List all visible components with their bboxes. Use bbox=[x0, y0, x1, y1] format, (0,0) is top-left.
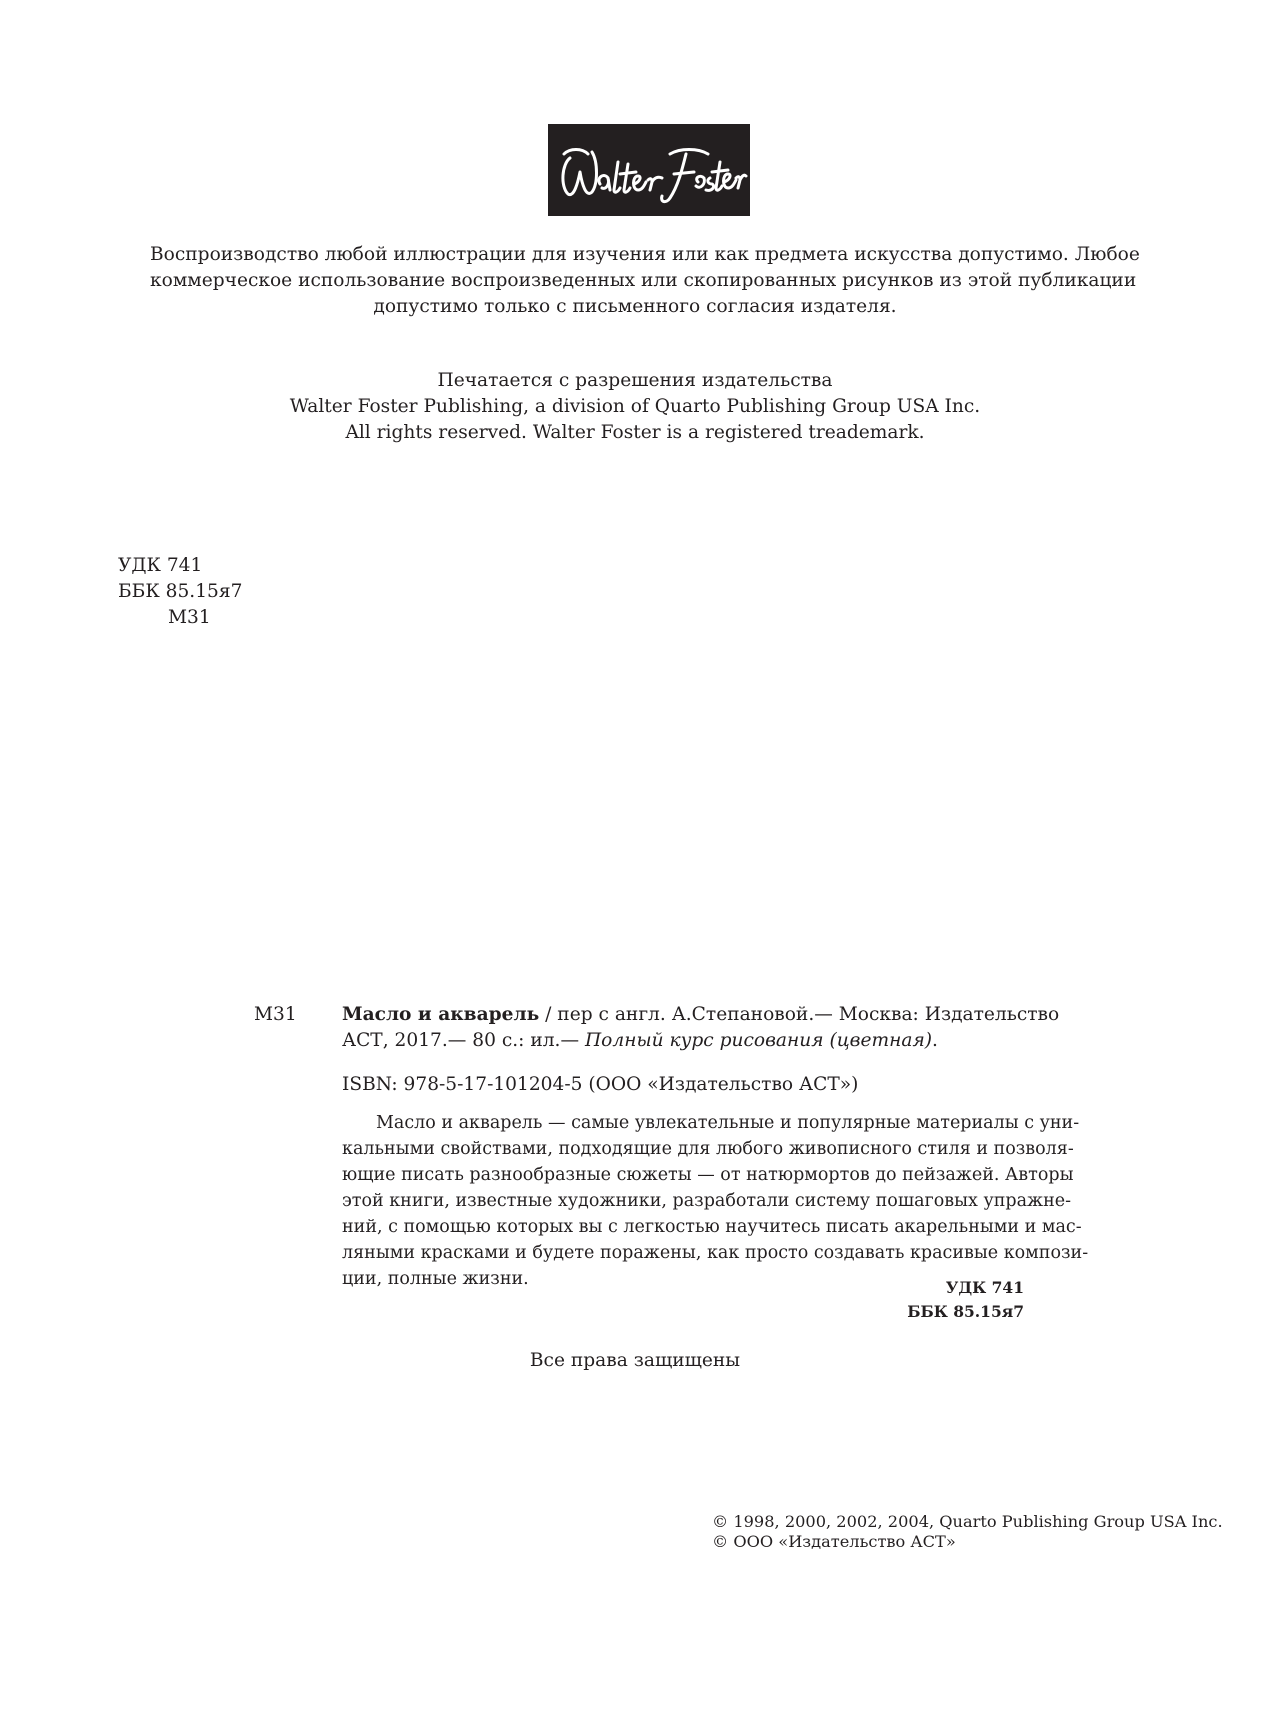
biblio-classification-codes bbox=[254, 1276, 1024, 1324]
walter-foster-signature-icon bbox=[548, 124, 750, 216]
copyright-notice bbox=[712, 1512, 1223, 1552]
all-rights-reserved: Все права защищены bbox=[529, 1350, 741, 1371]
classification-codes bbox=[118, 553, 242, 631]
biblio-udk-code: УДК 741 bbox=[945, 1278, 1024, 1297]
reproduction-notice bbox=[150, 242, 1140, 320]
permission-line: All rights reserved. Walter Foster is a registered treademark. bbox=[345, 422, 925, 443]
annotation bbox=[342, 1110, 1089, 1292]
notice-line: Воспроизводство любой иллюстрации для изучения или как предмета искусства допустимо. Любое bbox=[150, 244, 1140, 265]
walter-foster-logo bbox=[548, 124, 750, 216]
biblio-line-1 bbox=[342, 1002, 1060, 1028]
permission-line: Печатается с разрешения издательства bbox=[437, 370, 833, 391]
permission-statement bbox=[150, 368, 1120, 446]
copyright-line-2: © ООО «Издательство АСТ» bbox=[712, 1532, 956, 1551]
annotation-line: кальными свойствами, подходящие для любого живописного стиля и позволя- bbox=[342, 1139, 1074, 1159]
biblio-line-2 bbox=[342, 1028, 1024, 1054]
series-name: Полный курс рисования (цветная) bbox=[584, 1030, 933, 1051]
annotation-line: Масло и акварель — самые увлекательные и популярные материалы с уни- bbox=[376, 1113, 1080, 1133]
author-mark: М31 bbox=[168, 607, 211, 628]
translator-publisher: / пер с англ. А.Степановой.— Москва: Издательство bbox=[539, 1004, 1060, 1025]
copyright-line-1: © 1998, 2000, 2002, 2004, Quarto Publishing Group USA Inc. bbox=[712, 1512, 1223, 1531]
annotation-line: ляными красками и будете поражены, как просто создавать красивые компози- bbox=[342, 1243, 1089, 1263]
book-title: Масло и акварель bbox=[342, 1004, 540, 1025]
permission-line: Walter Foster Publishing, a division of Quarto Publishing Group USA Inc. bbox=[289, 396, 981, 417]
period: . bbox=[932, 1030, 938, 1051]
biblio-author-mark: М31 bbox=[254, 1004, 297, 1025]
annotation-line: ции, полные жизни. bbox=[342, 1269, 529, 1289]
bbk-code: ББК 85.15я7 bbox=[118, 581, 243, 602]
udk-code: УДК 741 bbox=[118, 555, 203, 576]
isbn: ISBN: 978-5-17-101204-5 (ООО «Издательство АСТ») bbox=[342, 1074, 859, 1095]
biblio-bbk-code: ББК 85.15я7 bbox=[907, 1302, 1024, 1321]
notice-line: коммерческое использование воспроизведенных или скопированных рисунков из этой публикации bbox=[150, 270, 1137, 291]
annotation-line: ющие писать разнообразные сюжеты — от натюрмортов до пейзажей. Авторы bbox=[342, 1165, 1074, 1185]
publication-details: АСТ, 2017.— 80 с.: ил.— bbox=[342, 1030, 585, 1051]
biblio-description bbox=[342, 1002, 1060, 1054]
notice-line: допустимо только с письменного согласия издателя. bbox=[373, 296, 897, 317]
annotation-line: этой книги, известные художники, разработали систему пошаговых упражне- bbox=[342, 1191, 1072, 1211]
annotation-line: ний, с помощью которых вы с легкостью научитесь писать акарельными и мас- bbox=[342, 1217, 1082, 1237]
